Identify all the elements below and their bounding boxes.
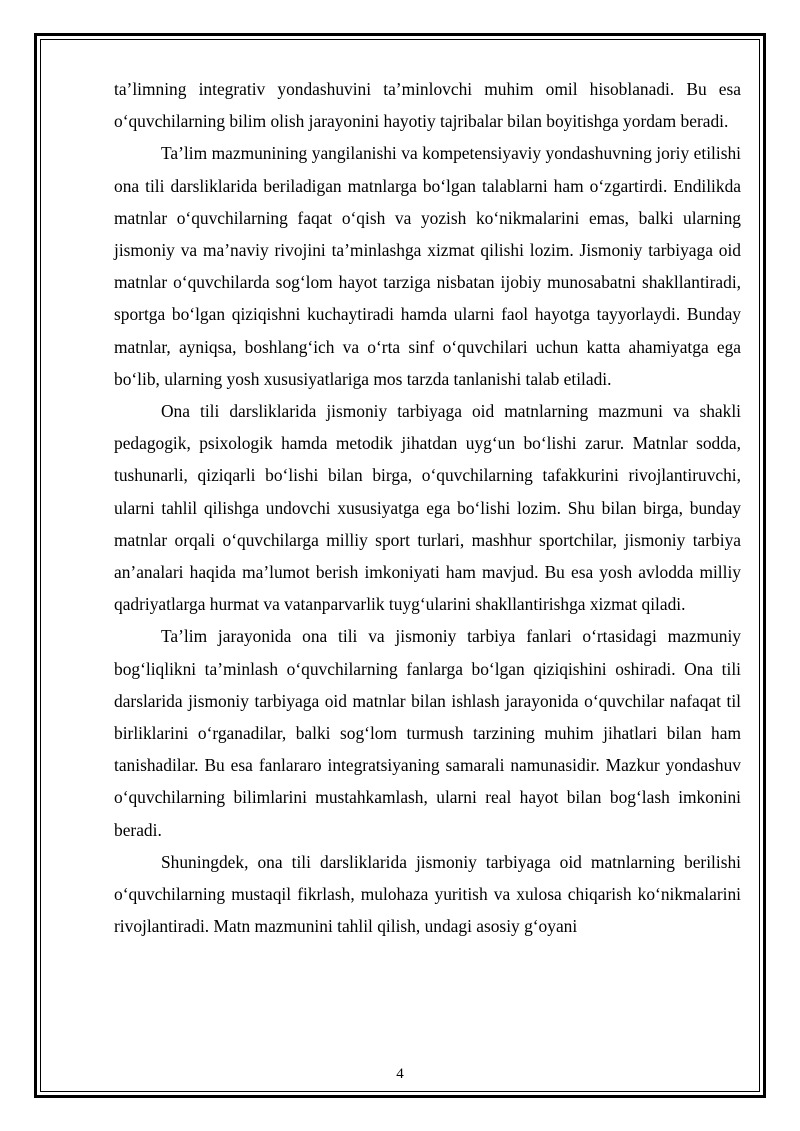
page-number: 4 [396, 1066, 404, 1082]
paragraph-2: Ta’lim mazmunining yangilanishi va kompetensiyaviy yondashuvning joriy etilishi ona tili darsliklarida beriladigan matnlarga bo‘lgan talablarni ham o‘zgartirdi. Endilikda matnlar o‘quvchilarning faqat o‘qish va yozish ko‘nikmalarini emas, balki ularning jismoniy va ma’naviy rivojini ta’minlashga xizmat qilishi lozim. Jismoniy tarbiyaga oid matnlar o‘quvchilarda sog‘lom hayot tarziga nisbatan ijobiy munosabatni shakllantiradi, sportga bo‘lgan qiziqishni kuchaytiradi hamda ularni faol hayotga tayyorlaydi. Bunday matnlar, ayniqsa, boshlang‘ich va o‘rta sinf o‘quvchilari uchun katta ahamiyatga ega bo‘lib, ularning yosh xususiyatlariga mos tarzda tanlanishi talab etiladi. [114, 143, 741, 389]
document-body [114, 73, 741, 942]
paragraph-5: Shuningdek, ona tili darsliklarida jismoniy tarbiyaga oid matnlarning berilishi o‘quvchilarning mustaqil fikrlash, mulohaza yuritish va xulosa chiqarish ko‘nikmalarini rivojlantiradi. Matn mazmunini tahlil qilish, undagi asosiy g‘oyani [114, 851, 741, 937]
paragraph-4: Ta’lim jarayonida ona tili va jismoniy tarbiya fanlari o‘rtasidagi mazmuniy bog‘liqlikni ta’minlash o‘quvchilarning fanlarga bo‘lgan qiziqishini oshiradi. Ona tili darslarida jismoniy tarbiyaga oid matnlar bilan ishlash jarayonida o‘quvchilar nafaqat til birliklarini o‘rganadilar, balki sog‘lom turmush tarzining muhim jihatlari bilan ham tanishadilar. Bu esa fanlararo integratsiyaning samarali namunasidir. Mazkur yondashuv o‘quvchilarning bilimlarini mustahkamlash, ularni real hayot bilan bog‘lash imkonini beradi. [114, 626, 741, 840]
paragraph-3: Ona tili darsliklarida jismoniy tarbiyaga oid matnlarning mazmuni va shakli pedagogik, psixologik hamda metodik jihatdan uyg‘un bo‘lishi zarur. Matnlar sodda, tushunarli, qiziqarli bo‘lishi bilan birga, o‘quvchilarning tafakkurini rivojlantiruvchi, ularni tahlil qilishga undovchi xususiyatga ega bo‘lishi lozim. Shu bilan birga, bunday matnlar orqali o‘quvchilarga milliy sport turlari, mashhur sportchilar, jismoniy tarbiya an’analari haqida ma’lumot berish imkoniyati ham mavjud. Bu esa yosh avlodda milliy qadriyatlarga hurmat va vatanparvarlik tuyg‘ularini shakllantirishga xizmat qiladi. [114, 401, 741, 615]
paragraph-1: ta’limning integrativ yondashuvini ta’minlovchi muhim omil hisoblanadi. Bu esa o‘quvchilarning bilim olish jarayonini hayotiy tajribalar bilan boyitishga yordam beradi. [114, 79, 741, 132]
